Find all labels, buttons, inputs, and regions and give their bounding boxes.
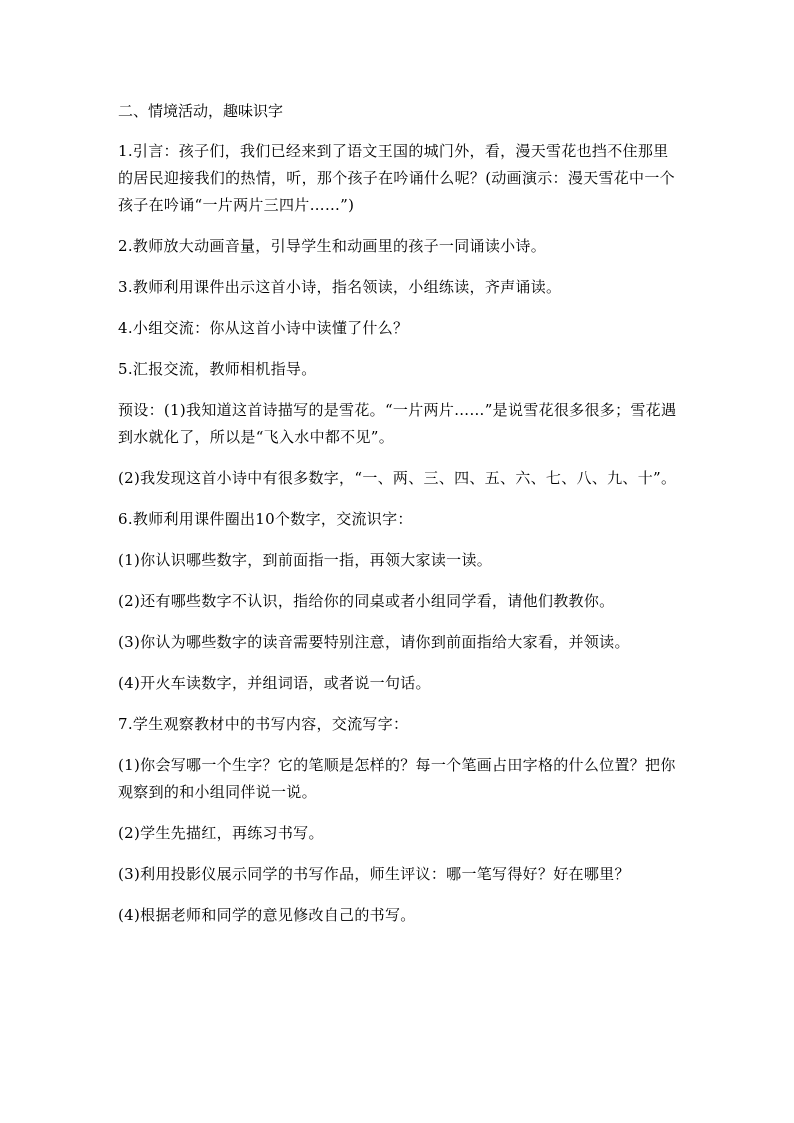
paragraph-6-2: (2)还有哪些数字不认识，指给你的同桌或者小组同学看，请他们教教你。 <box>118 592 615 610</box>
paragraph-6-3: (3)你认为哪些数字的读音需要特别注意，请你到前面指给大家看，并领读。 <box>118 633 630 651</box>
paragraph-7-3: (3)利用投影仪展示同学的书写作品，师生评议：哪一笔写得好？好在哪里？ <box>118 865 630 883</box>
paragraph-preset-2: (2)我发现这首小诗中有很多数字，“一、两、三、四、五、六、七、八、九、十”。 <box>118 469 677 487</box>
paragraph-1-intro: 1.引言：孩子们，我们已经来到了语文王国的城门外，看，漫天雪花也挡不住那里的居民迎接我们的热情，听，那个孩子在吟诵什么呢？(动画演示：漫天雪花中一个孩子在吟诵“一片两片三四片……”) <box>118 142 675 214</box>
paragraph-7-4: (4)根据老师和同学的意见修改自己的书写。 <box>118 906 416 924</box>
paragraph-3: 3.教师利用课件出示这首小诗，指名领读，小组练读，齐声诵读。 <box>118 278 562 296</box>
paragraph-5: 5.汇报交流，教师相机指导。 <box>118 360 317 378</box>
paragraph-6-4: (4)开火车读数字，并组词语，或者说一句话。 <box>118 674 431 692</box>
document-page <box>118 98 678 943</box>
paragraph-preset-1: 预设：(1)我知道这首诗描写的是雪花。“一片两片……”是说雪花很多很多；雪花遇到水就化了，所以是“飞入水中都不见”。 <box>118 401 677 446</box>
paragraph-2: 2.教师放大动画音量，引导学生和动画里的孩子一同诵读小诗。 <box>118 237 547 255</box>
paragraph-6-1: (1)你认识哪些数字，到前面指一指，再领大家读一读。 <box>118 551 493 569</box>
paragraph-6: 6.教师利用课件圈出10个数字，交流识字： <box>118 510 413 528</box>
paragraph-7-2: (2)学生先描红，再练习书写。 <box>118 824 324 842</box>
paragraph-7-1: (1)你会写哪一个生字？它的笔顺是怎样的？每一个笔画占田字格的什么位置？把你观察到的和小组同伴说一说。 <box>118 756 676 801</box>
paragraph-4: 4.小组交流：你从这首小诗中读懂了什么？ <box>118 319 409 337</box>
section-heading: 二、情境活动，趣味识字 <box>118 102 284 120</box>
paragraph-7: 7.学生观察教材中的书写内容，交流写字： <box>118 715 409 733</box>
